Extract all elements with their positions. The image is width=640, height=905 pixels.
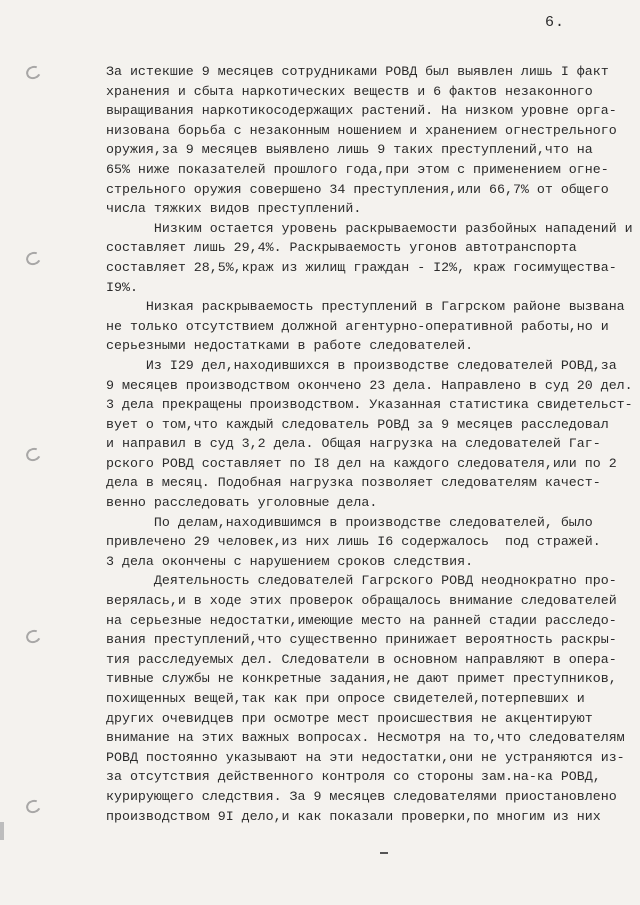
- text-line: составляет лишь 29,4%. Раскрываемость угонов автотранспорта: [106, 240, 577, 256]
- punch-hole-icon: [24, 250, 43, 267]
- text-line: 3 дела окончены с нарушением сроков следствия.: [106, 553, 474, 569]
- punch-hole-icon: [24, 446, 43, 463]
- punch-hole-icon: [24, 64, 43, 81]
- punch-hole-icon: [24, 798, 43, 815]
- text-line: внимание на этих важных вопросах. Несмотря на то,что следователям: [106, 730, 625, 746]
- text-line: 65% ниже показателей прошлого года,при этом с применением огне-: [106, 161, 609, 177]
- text-line: РОВД постоянно указывают на эти недостатки,они не устраняются из-: [106, 749, 625, 765]
- text-line: других очевидцев при осмотре мест происшествия не акцентируют: [106, 710, 593, 726]
- text-line: Деятельность следователей Гагрского РОВД неоднократно про-: [106, 573, 617, 589]
- text-line: верялась,и в ходе этих проверок обращалось внимание следователей: [106, 593, 617, 609]
- text-line: производством 9I дело,и как показали проверки,по многим из них: [106, 808, 601, 824]
- text-line: числа тяжких видов преступлений.: [106, 201, 362, 217]
- punch-hole-icon: [24, 628, 43, 645]
- text-line: I9%.: [106, 279, 138, 295]
- text-line: на серьезные недостатки,имеющие место на ранней стадии расследо-: [106, 612, 617, 628]
- text-line: стрельного оружия совершено 34 преступления,или 66,7% от общего: [106, 181, 609, 197]
- text-line: привлечено 29 человек,из них лишь I6 содержалось под стражей.: [106, 534, 601, 550]
- text-line: 9 месяцев производством окончено 23 дела. Направлено в суд 20 дел.: [106, 377, 633, 393]
- text-line: выращивания наркотикосодержащих растений. На низком уровне орга-: [106, 103, 617, 119]
- text-line: составляет 28,5%,краж из жилищ граждан - I2%, краж госимущества-: [106, 259, 617, 275]
- text-line: 3 дела прекращены производством. Указанная статистика свидетельст-: [106, 397, 633, 413]
- text-line: хранения и сбыта наркотических веществ и 6 фактов незаконного: [106, 83, 593, 99]
- scan-edge-mark: [0, 822, 4, 840]
- text-line: не только отсутствием должной агентурно-оперативной работы,но и: [106, 318, 609, 334]
- text-line: низована борьба с незаконным ношением и хранением огнестрельного: [106, 122, 617, 138]
- text-line: оружия,за 9 месяцев выявлено лишь 9 таких преступлений,что на: [106, 142, 593, 158]
- text-line: серьезными недостатками в работе следователей.: [106, 338, 474, 354]
- body-text: [106, 62, 633, 826]
- text-line: и направил в суд 3,2 дела. Общая нагрузка на следователей Гаг-: [106, 436, 601, 452]
- text-line: Низким остается уровень раскрываемости разбойных нападений и: [106, 220, 633, 236]
- scan-dash-mark: [380, 852, 388, 854]
- text-line: похищенных вещей,так как при опросе свидетелей,потерпевших и: [106, 691, 585, 706]
- text-line: вует о том,что каждый следователь РОВД за 9 месяцев расследовал: [106, 416, 609, 432]
- text-line: рского РОВД составляет по I8 дел на каждого следователя,или по 2: [106, 455, 617, 471]
- text-line: венно расследовать уголовные дела.: [106, 495, 378, 511]
- text-line: курирующего следствия. За 9 месяцев следователями приостановлено: [106, 788, 617, 804]
- text-line: дела в месяц. Подобная нагрузка позволяет следователям качест-: [106, 475, 601, 491]
- text-line: За истекшие 9 месяцев сотрудниками РОВД был выявлен лишь I факт: [106, 64, 609, 79]
- page-number: 6.: [545, 14, 566, 31]
- text-line: тивные службы не конкретные задания,не дают примет преступников,: [106, 671, 617, 687]
- text-line: вания преступлений,что существенно принижает вероятность раскры-: [106, 632, 617, 648]
- text-line: Из I29 дел,находившихся в производстве следователей РОВД,за: [106, 357, 617, 373]
- text-line: По делам,находившимся в производстве следователей, было: [106, 514, 593, 530]
- text-line: тия расследуемых дел. Следователи в основном направляют в опера-: [106, 651, 617, 667]
- text-line: за отсутствия действенного контроля со стороны зам.на-ка РОВД,: [106, 769, 601, 785]
- text-line: Низкая раскрываемость преступлений в Гагрском районе вызвана: [106, 299, 625, 315]
